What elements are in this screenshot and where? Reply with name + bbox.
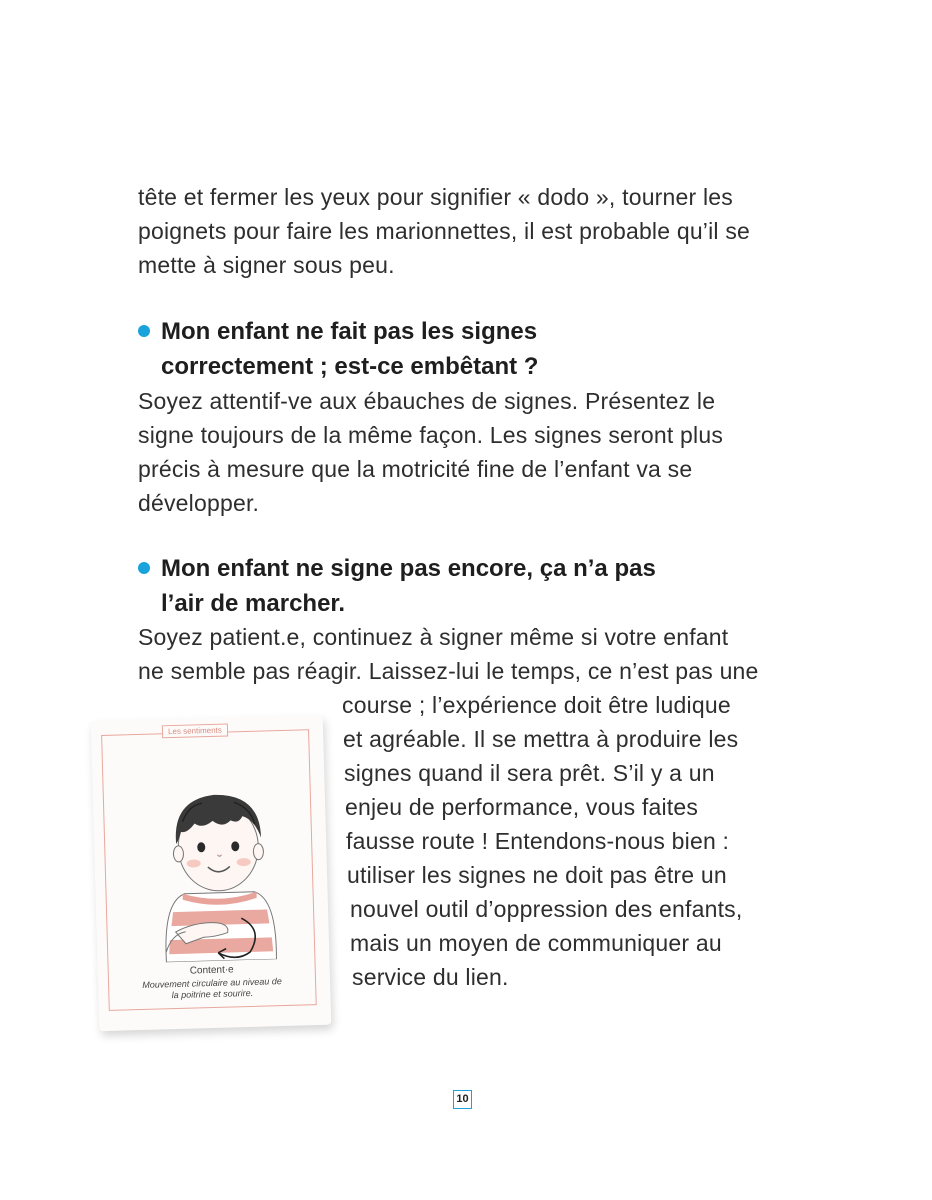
card-sign-title: Content·e — [189, 964, 234, 977]
card-category-tab: Les sentiments — [162, 723, 228, 738]
section-1-body — [138, 384, 778, 520]
body-line: précis à mesure que la motricité fine de l’enfant va se — [138, 456, 693, 482]
bullet-dot-icon — [138, 325, 150, 337]
intro-line: poignets pour faire les marionnettes, il est probable qu’il se — [138, 218, 751, 244]
card-caption — [109, 962, 316, 1003]
body-line: Soyez patient.e, continuez à signer même si votre enfant — [138, 624, 729, 650]
intro-line: mette à signer sous peu. — [138, 252, 395, 278]
page-number: 10 — [453, 1090, 472, 1109]
body-line: et agréable. Il se mettra à produire les — [343, 726, 739, 752]
body-line: mais un moyen de communiquer au — [350, 930, 722, 956]
body-line: développer. — [138, 490, 260, 516]
intro-paragraph — [138, 180, 778, 282]
section-2-body-wrapped — [342, 688, 782, 994]
heading-line: correctement ; est-ce embêtant ? — [161, 353, 539, 380]
heading-line: l’air de marcher. — [161, 590, 346, 617]
intro-line: tête et fermer les yeux pour signifier « dodo », tourner les — [138, 184, 733, 210]
heading-line: Mon enfant ne signe pas encore, ça n’a pas — [161, 555, 656, 582]
body-line: signes quand il sera prêt. S’il y a un — [344, 760, 715, 786]
sign-card — [91, 715, 332, 1031]
body-line: course ; l’expérience doit être ludique — [342, 692, 731, 718]
body-line: signe toujours de la même façon. Les signes seront plus — [138, 422, 724, 448]
section-2-body — [138, 620, 778, 688]
child-signing-illustration — [141, 779, 296, 963]
section-heading-1 — [138, 314, 538, 384]
body-line: ne semble pas réagir. Laissez-lui le temps, ce n’est pas une — [138, 658, 759, 684]
body-line: fausse route ! Entendons-nous bien : — [346, 828, 730, 854]
body-line: utiliser les signes ne doit pas être un — [347, 862, 727, 888]
heading-line: Mon enfant ne fait pas les signes — [161, 318, 538, 345]
body-line: Soyez attentif-ve aux ébauches de signes. Présentez le — [138, 388, 716, 414]
bullet-dot-icon — [138, 562, 150, 574]
card-frame — [101, 725, 317, 1011]
body-line: nouvel outil d’oppression des enfants, — [350, 896, 743, 922]
section-heading-2 — [138, 551, 656, 621]
body-line: service du lien. — [352, 964, 509, 990]
body-line: enjeu de performance, vous faites — [345, 794, 699, 820]
card-sign-description: Mouvement circulaire au niveau de la poitrine et sourire. — [142, 976, 282, 1001]
